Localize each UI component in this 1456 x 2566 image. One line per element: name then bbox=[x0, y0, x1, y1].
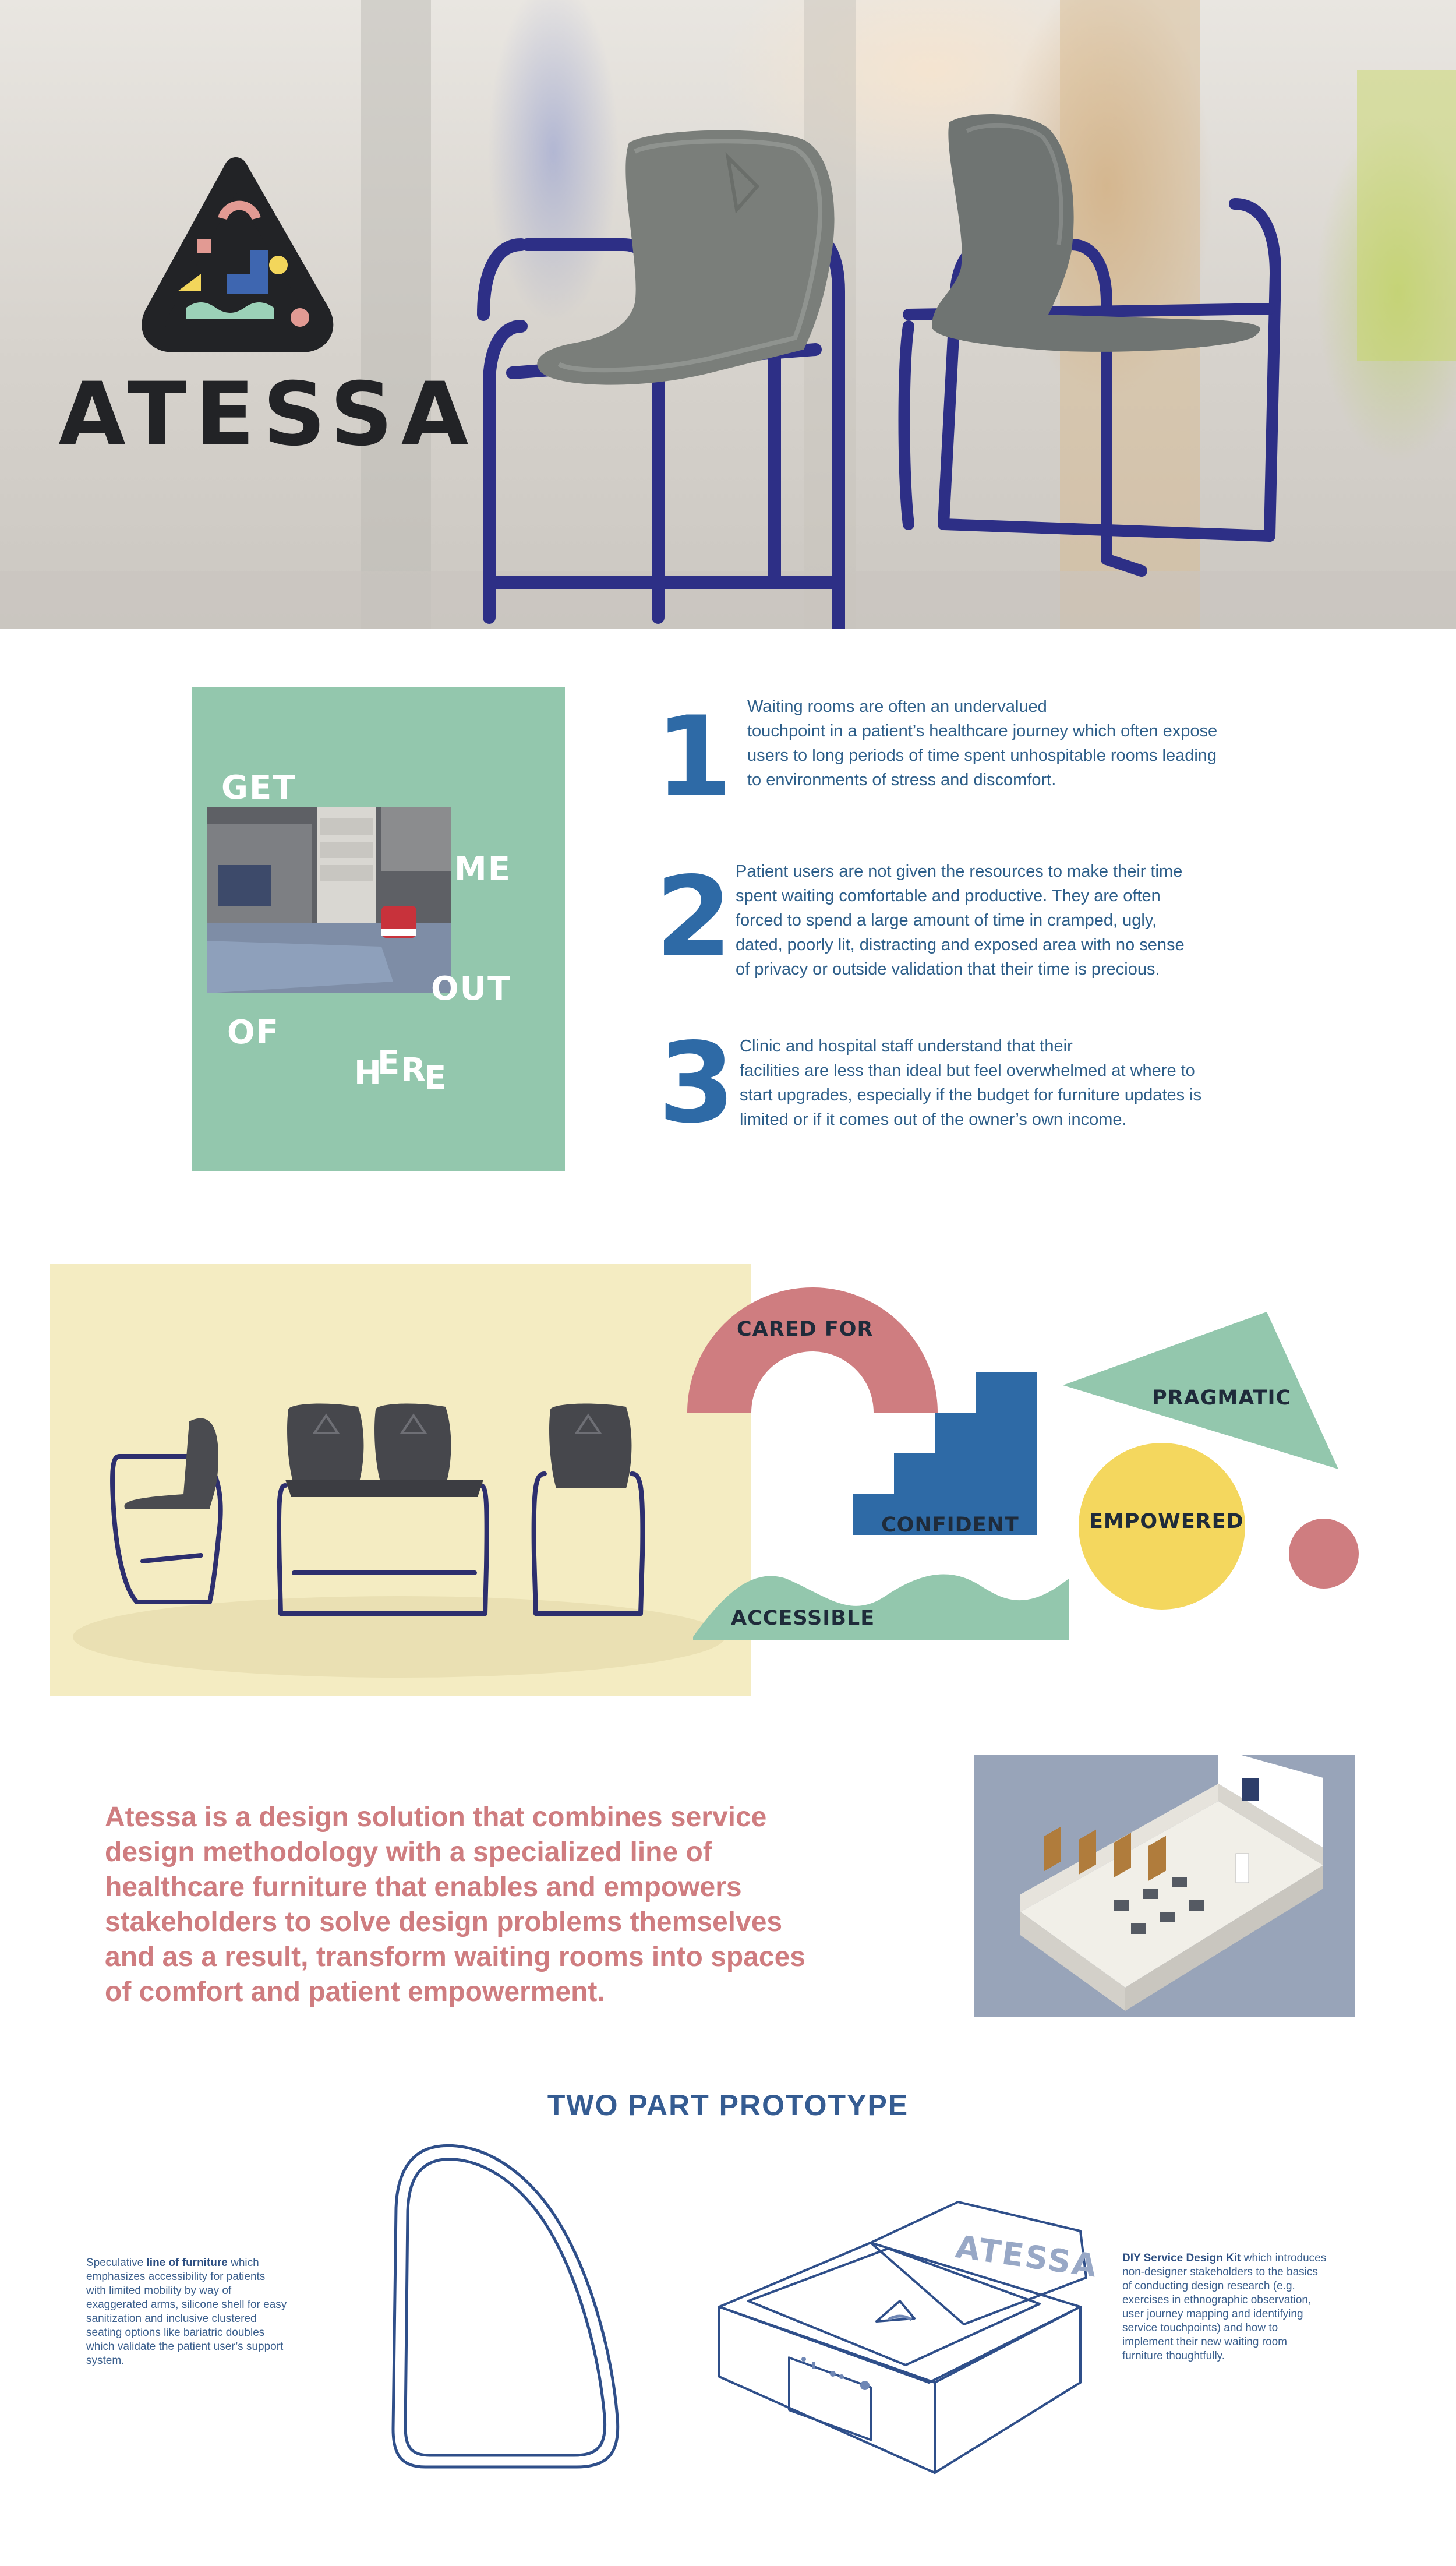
point-1-line: to environments of stress and discomfort. bbox=[747, 771, 1056, 789]
desc-line: service touchpoints) and how to bbox=[1122, 2322, 1278, 2334]
poster-word-get: GET bbox=[221, 769, 296, 807]
poster-word-out: OUT bbox=[431, 970, 511, 1008]
point-2-line: Patient users are not given the resources to make their time bbox=[736, 862, 1183, 881]
desc-line: with limited mobility by way of bbox=[86, 2285, 232, 2297]
point-number-1: 1 bbox=[655, 693, 733, 821]
desc-bold: line of furniture bbox=[146, 2257, 228, 2269]
hero-banner bbox=[0, 0, 1456, 629]
poster-word-of: OF bbox=[227, 1014, 280, 1051]
furniture-line-description bbox=[86, 2256, 337, 2368]
desc-line: exaggerated arms, silicone shell for easy bbox=[86, 2299, 287, 2311]
diy-kit-box-outline bbox=[713, 2196, 1092, 2476]
point-text-2 bbox=[736, 859, 1185, 982]
statement-line: of comfort and patient empowerment. bbox=[105, 1976, 605, 2007]
diy-kit-description bbox=[1122, 2251, 1373, 2363]
atessa-a-logo-icon bbox=[153, 169, 321, 341]
desc-line: user journey mapping and identifying bbox=[1122, 2308, 1303, 2320]
point-number-3: 3 bbox=[658, 1019, 736, 1148]
statement-line: Atessa is a design solution that combines service bbox=[105, 1802, 767, 1833]
point-1-line: Waiting rooms are often an undervalued bbox=[747, 697, 1047, 716]
arch-shape bbox=[687, 1287, 938, 1413]
value-label-accessible: ACCESSIBLE bbox=[731, 1607, 875, 1630]
desc-line: sanitization and inclusive clustered bbox=[86, 2313, 257, 2325]
waiting-room-photo bbox=[207, 807, 451, 993]
mission-statement bbox=[105, 1800, 897, 2010]
prototype-title: TWO PART PROTOTYPE bbox=[547, 2089, 909, 2122]
value-label-confident: CONFIDENT bbox=[881, 1513, 1019, 1537]
statement-line: stakeholders to solve design problems themselves bbox=[105, 1907, 783, 1937]
desc-line: system. bbox=[86, 2355, 125, 2367]
point-1-line: touchpoint in a patient’s healthcare journey which often expose bbox=[747, 722, 1218, 740]
statement-line: design methodology with a specialized line of bbox=[105, 1837, 712, 1868]
desc-line: non-designer stakeholders to the basics bbox=[1122, 2266, 1318, 2278]
box-lid-label: ATESSA bbox=[953, 2228, 1101, 2285]
value-label-pragmatic: PRAGMATIC bbox=[1152, 1386, 1292, 1410]
furniture-line-render bbox=[50, 1264, 751, 1696]
value-label-cared-for: CARED FOR bbox=[737, 1318, 874, 1341]
point-1-line: users to long periods of time spent unhospitable rooms leading bbox=[747, 746, 1217, 765]
statement-line: and as a result, transform waiting rooms into spaces bbox=[105, 1942, 805, 1972]
point-text-1 bbox=[747, 694, 1217, 792]
desc-line: which introduces bbox=[1241, 2252, 1327, 2264]
point-2-line: spent waiting comfortable and productive. They are often bbox=[736, 887, 1161, 905]
point-3-line: limited or if it comes out of the owner’s own income. bbox=[740, 1110, 1127, 1129]
desc-lead: Speculative bbox=[86, 2257, 147, 2269]
point-text-3 bbox=[740, 1034, 1201, 1132]
point-3-line: Clinic and hospital staff understand that their bbox=[740, 1037, 1073, 1056]
point-3-line: start upgrades, especially if the budget for furniture updates is bbox=[740, 1086, 1202, 1104]
chair-shell-outline bbox=[384, 2138, 646, 2476]
desc-line: which validate the patient user’s support bbox=[86, 2341, 284, 2353]
get-me-out-of-here-poster bbox=[192, 687, 565, 1171]
desc-bold: DIY Service Design Kit bbox=[1122, 2252, 1241, 2264]
statement-line: healthcare furniture that enables and empowers bbox=[105, 1872, 742, 1903]
point-2-line: forced to spend a large amount of time in cramped, ugly, bbox=[736, 911, 1157, 930]
point-3-line: facilities are less than ideal but feel overwhelmed at where to bbox=[740, 1061, 1195, 1080]
value-label-empowered: EMPOWERED bbox=[1089, 1510, 1244, 1533]
hero-chairs-illustration bbox=[0, 0, 1456, 629]
poster-word-here-r: R bbox=[401, 1051, 427, 1089]
point-2-line: of privacy or outside validation that their time is precious. bbox=[736, 960, 1160, 979]
desc-line: exercises in ethnographic observation, bbox=[1122, 2294, 1312, 2306]
poster-word-here-e1: E bbox=[377, 1044, 401, 1082]
poster-word-here-e2: E bbox=[424, 1059, 448, 1097]
desc-line: seating options like bariatric doubles bbox=[86, 2327, 265, 2339]
poster-word-me: ME bbox=[454, 850, 511, 888]
desc-line: emphasizes accessibility for patients bbox=[86, 2271, 266, 2283]
point-2-line: dated, poorly lit, distracting and exposed area with no sense bbox=[736, 936, 1185, 954]
poster-word-here-h: H bbox=[354, 1054, 383, 1092]
desc-line: implement their new waiting room bbox=[1122, 2336, 1288, 2348]
desc-line: which bbox=[227, 2257, 259, 2269]
pink-dot-shape bbox=[1289, 1519, 1359, 1589]
point-number-2: 2 bbox=[655, 853, 733, 982]
brand-wordmark: ATESSA bbox=[58, 364, 477, 465]
desc-line: of conducting design research (e.g. bbox=[1122, 2280, 1295, 2292]
waiting-room-render bbox=[974, 1755, 1355, 2017]
desc-line: furniture thoughtfully. bbox=[1122, 2350, 1225, 2362]
